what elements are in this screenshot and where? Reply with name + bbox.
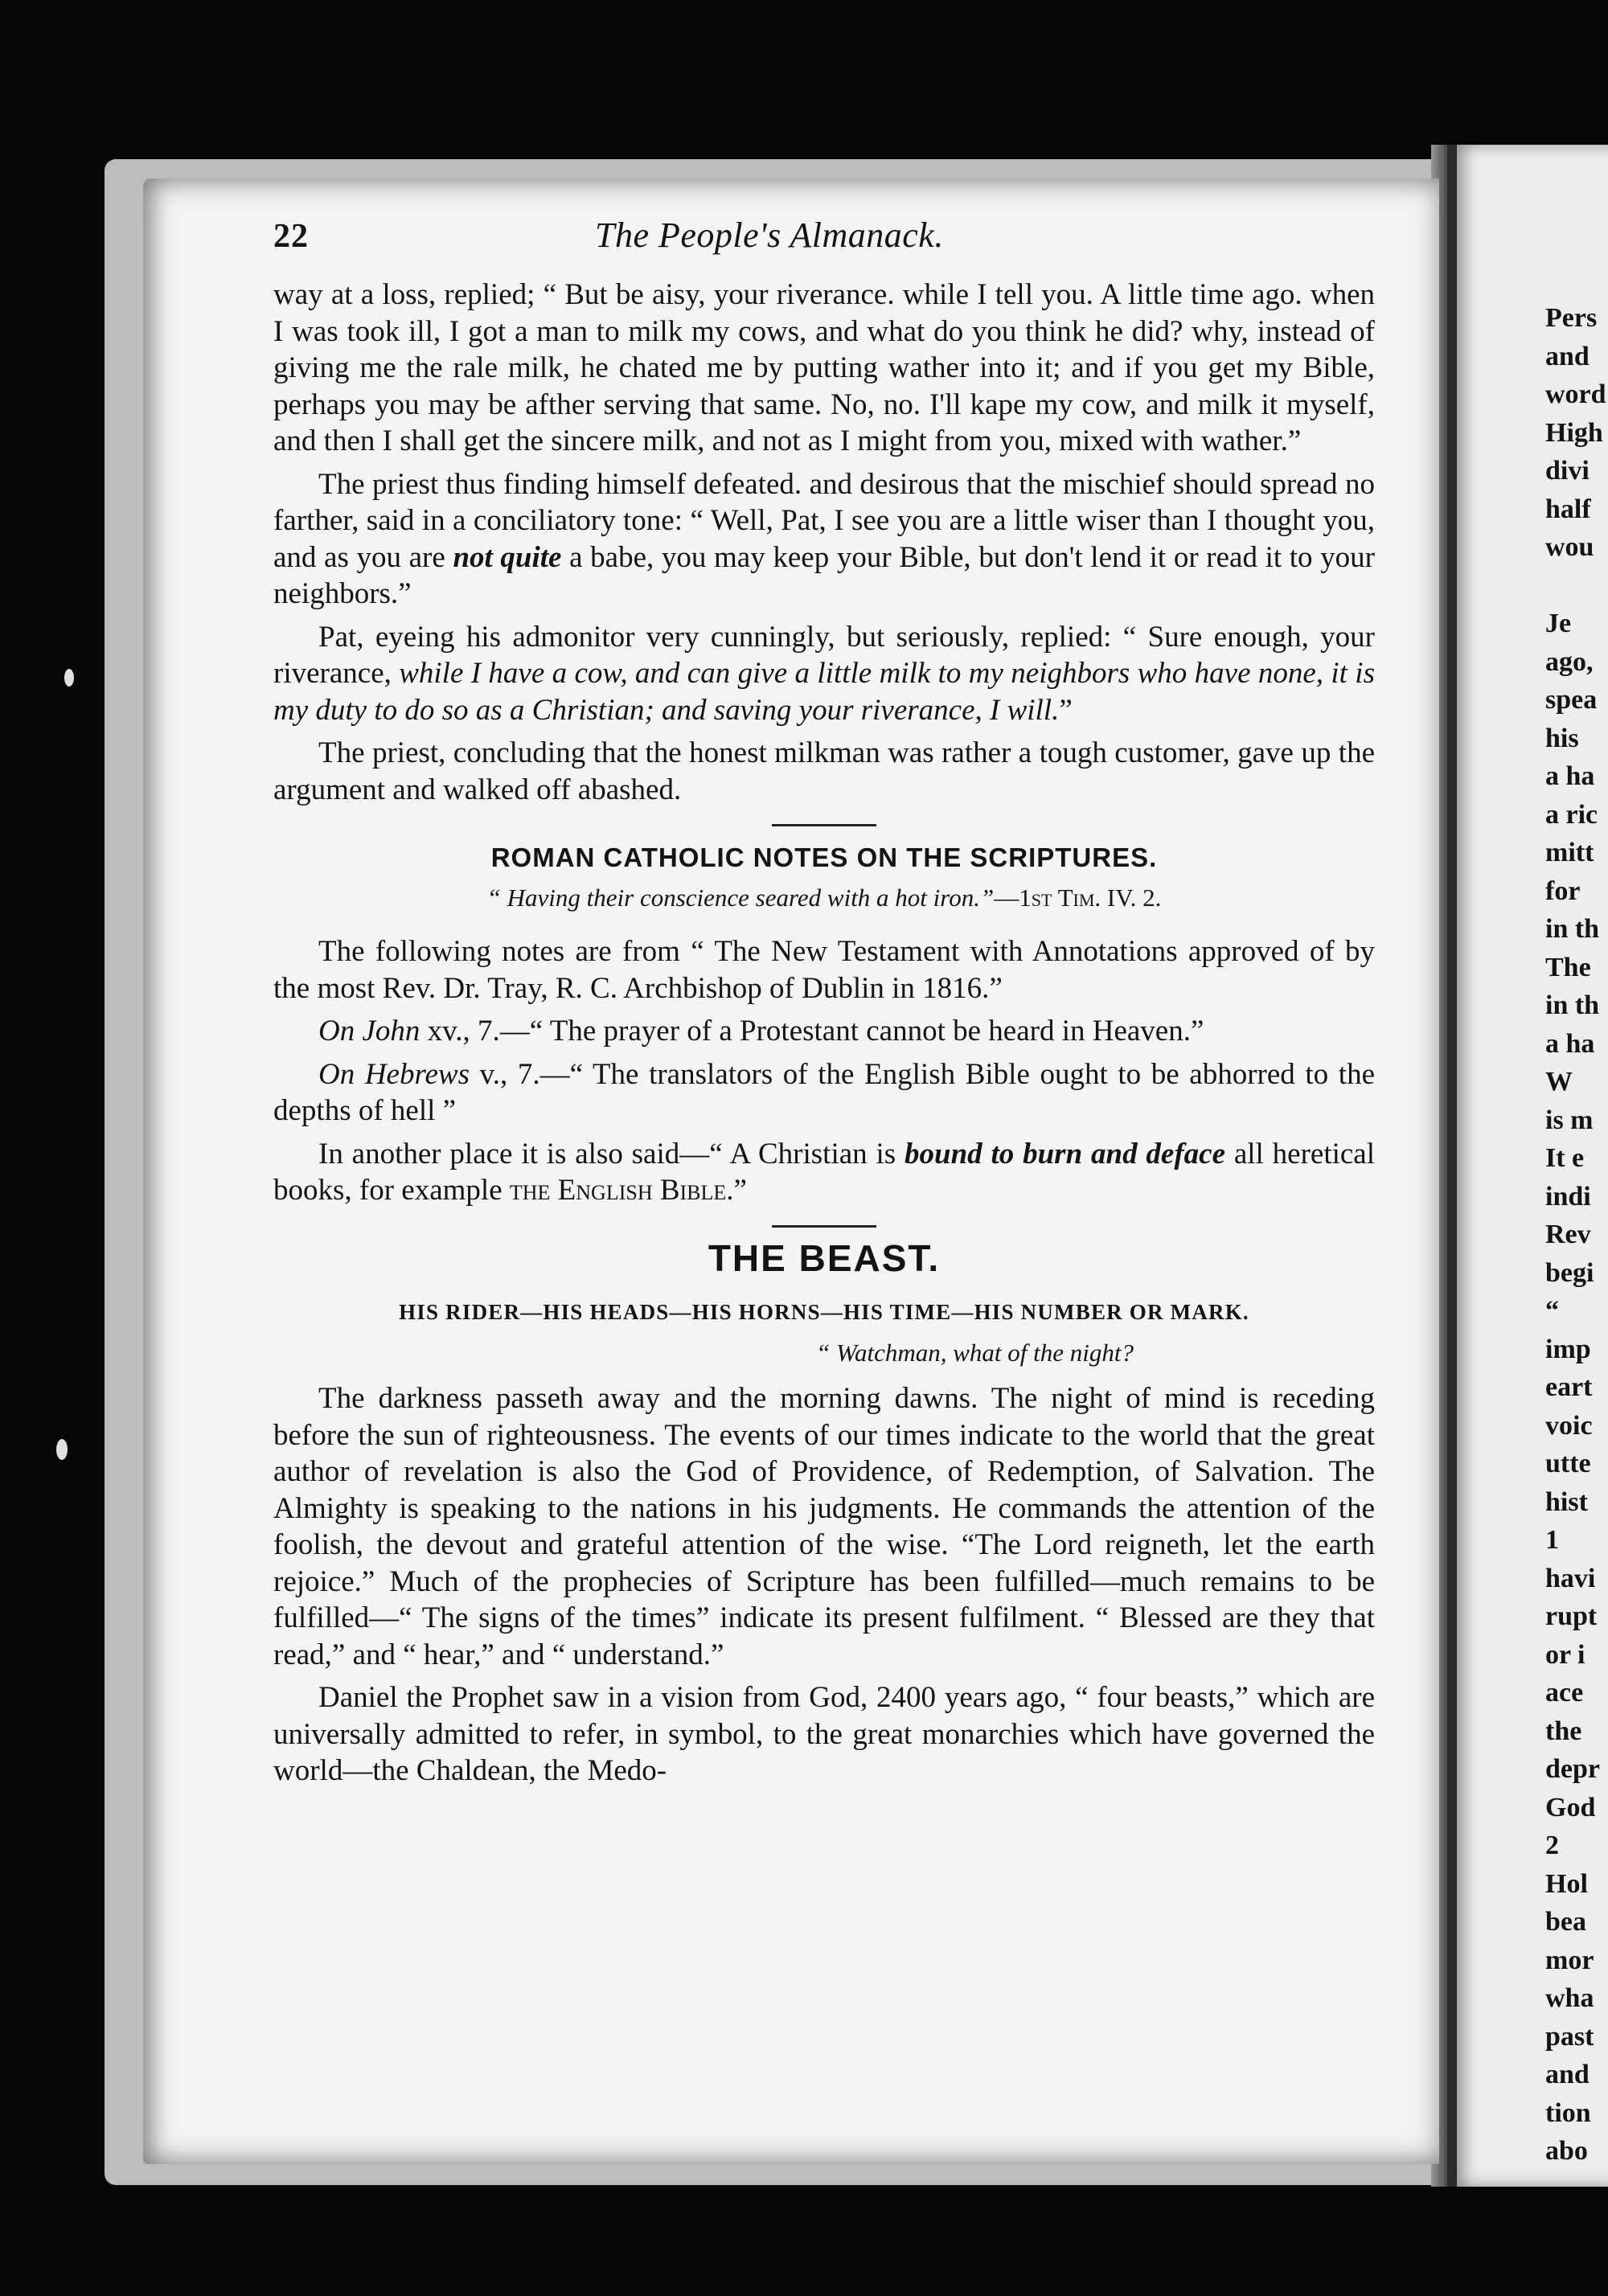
section-title: ROMAN CATHOLIC NOTES ON THE SCRIPTURES.: [490, 843, 1158, 872]
facing-page-fragment: indi: [1545, 1181, 1591, 1212]
story-paragraph: Pat, eyeing his admonitor very cunningly, but seriously, replied: “ Sure enough, your riverance, while I have a cow, and can give a little milk to my neighbors who have none, it is my duty to do so as a Christian; and saving your riverance, I will.”: [273, 620, 1375, 727]
facing-page-fragment: W: [1545, 1067, 1573, 1097]
beast-paragraph: The darkness passeth away and the morning dawns. The night of mind is receding before the sun of righteousness. The events of our times indicate to the world that the great author of revelation is also the God of Providence, of Redemption, of Salvation. The Almighty is speaking to the nations in his judgments. He commands the attention of the foolish, the devout and grateful attention of the wise. “The Lord reigneth, let the earth rejoice.” Much of the prophecies of Scripture has been fulfilled—much remains to be fulfilled—“ The signs of the times” indicate its present fulfilment. “ Blessed are they that read,” and “ hear,” and “ understand.”: [273, 1382, 1375, 1671]
facing-page-fragment: rupt: [1545, 1601, 1598, 1631]
story-paragraph: The priest thus finding himself defeated. and desirous that the mischief should spread no farther, said in a conciliatory tone: “ Well, Pat, I see you are a little wiser than I thought you, and as you are not quite a babe, you may keep your Bible, but don't lend it or read it to your neighbors.”: [273, 467, 1375, 610]
facing-page-fragment: ago,: [1545, 646, 1594, 677]
facing-page-fragment: the: [1545, 1716, 1582, 1746]
facing-page-fragment: It e: [1545, 1143, 1585, 1173]
facing-page-fragment: mor: [1545, 1945, 1594, 1975]
facing-page-fragment: is m: [1545, 1105, 1594, 1135]
scan-speck: [56, 1439, 68, 1460]
facing-page-fragment: “: [1545, 1296, 1559, 1326]
story-paragraph: way at a loss, replied; “ But be aisy, your riverance. while I tell you. A little time ago. when I was took ill, I got a man to milk my cows, and what do you think he did? why, instead of giving me the rale milk, he chated me by putting wather into it; and if you get my Bible, perhaps you may be afther serving that same. No, no. I'll kape my cow, and milk it myself, and then I shall get the sincere milk, and not as I might from you, mixed with wather.”: [273, 278, 1375, 457]
page-header: [273, 217, 1375, 277]
notes-paragraph: On Hebrews v., 7.—“ The translators of the English Bible ought to be abhorred to the depths of hell ”: [273, 1057, 1375, 1127]
facing-page-fragment: spea: [1545, 685, 1598, 715]
facing-page-fragment: 2: [1545, 1831, 1559, 1860]
section-title: THE BEAST.: [708, 1236, 941, 1279]
facing-page-fragment: a ha: [1545, 1028, 1595, 1059]
notes-paragraph: On John xv., 7.—“ The prayer of a Protestant cannot be heard in Heaven.”: [318, 1015, 1204, 1048]
facing-page-fragment: Hol: [1545, 1868, 1588, 1899]
facing-page-fragment: and: [1545, 2060, 1590, 2089]
facing-page-fragment: for: [1545, 875, 1581, 906]
facing-page-fragment: Je: [1545, 609, 1572, 638]
facing-page-text: [1545, 299, 1608, 2171]
facing-page-fragment: 1: [1545, 1525, 1559, 1555]
facing-page-fragment: half: [1545, 494, 1591, 524]
facing-page-fragment: bea: [1545, 1907, 1586, 1937]
facing-page-fragment: utte: [1545, 1449, 1591, 1478]
page-number: 22: [273, 218, 309, 255]
facing-page-fragment: imp: [1545, 1334, 1591, 1364]
scan-speck: [64, 669, 74, 687]
facing-page-fragment: The: [1545, 952, 1591, 982]
facing-page-fragment: or i: [1545, 1639, 1585, 1670]
section-epigraph: “ Having their conscience seared with a hot iron.”—1st Tim. IV. 2.: [486, 883, 1162, 912]
section-subheading: HIS RIDER—HIS HEADS—HIS HORNS—HIS TIME—HIS NUMBER OR MARK.: [399, 1300, 1249, 1324]
facing-page-fragment: Rev: [1545, 1220, 1591, 1249]
facing-page-fragment: abo: [1545, 2136, 1588, 2166]
page-text: [273, 217, 1375, 1796]
running-title: The People's Almanack.: [595, 215, 944, 255]
beast-paragraph: Daniel the Prophet saw in a vision from God, 2400 years ago, “ four beasts,” which are universally admitted to refer, in symbol, to the great monarchies which have governed the world—the Chaldean, the Medo-: [273, 1681, 1375, 1787]
facing-page-fragment: mitt: [1545, 838, 1594, 867]
facing-page-fragment: a ha: [1545, 761, 1595, 791]
section-epigraph: “ Watchman, what of the night?: [816, 1338, 1134, 1367]
facing-page-fragment: ace: [1545, 1678, 1584, 1708]
facing-page-fragment: word: [1545, 379, 1606, 409]
facing-page-fragment: Pers: [1545, 303, 1598, 333]
notes-paragraph: The following notes are from “ The New Testament with Annotations approved of by the most Rev. Dr. Tray, R. C. Archbishop of Dublin in 1816.”: [273, 935, 1375, 1005]
story-paragraph: The priest, concluding that the honest milkman was rather a tough customer, gave up the argument and walked off abashed.: [273, 736, 1375, 806]
facing-page-fragment: tion: [1545, 2097, 1591, 2128]
facing-page-fragment: begi: [1545, 1257, 1594, 1288]
facing-page-fragment: wha: [1545, 1983, 1594, 2013]
facing-page-fragment: High: [1545, 417, 1603, 448]
facing-page-fragment: depr: [1545, 1754, 1600, 1784]
facing-page-fragment: wou: [1545, 532, 1594, 562]
section-rule: [772, 824, 876, 826]
facing-page-fragment: in th: [1545, 990, 1600, 1020]
facing-page-fragment: [1545, 567, 1608, 605]
facing-page-fragment: divi: [1545, 456, 1590, 486]
facing-page-fragment: havi: [1545, 1563, 1596, 1593]
facing-page-fragment: his: [1545, 723, 1579, 753]
facing-page-fragment: eart: [1545, 1372, 1593, 1402]
notes-paragraph: In another place it is also said—“ A Christian is bound to burn and deface all heretical books, for example the English Bible.”: [273, 1137, 1375, 1207]
facing-page-fragment: past: [1545, 2021, 1594, 2052]
facing-page-fragment: hist: [1545, 1486, 1588, 1517]
facing-page-fragment: in th: [1545, 914, 1600, 944]
facing-page-fragment: and: [1545, 341, 1590, 371]
facing-page-fragment: God: [1545, 1792, 1596, 1822]
section-rule: [772, 1225, 876, 1228]
facing-page-fragment: voic: [1545, 1410, 1593, 1441]
facing-page-fragment: a ric: [1545, 799, 1598, 830]
